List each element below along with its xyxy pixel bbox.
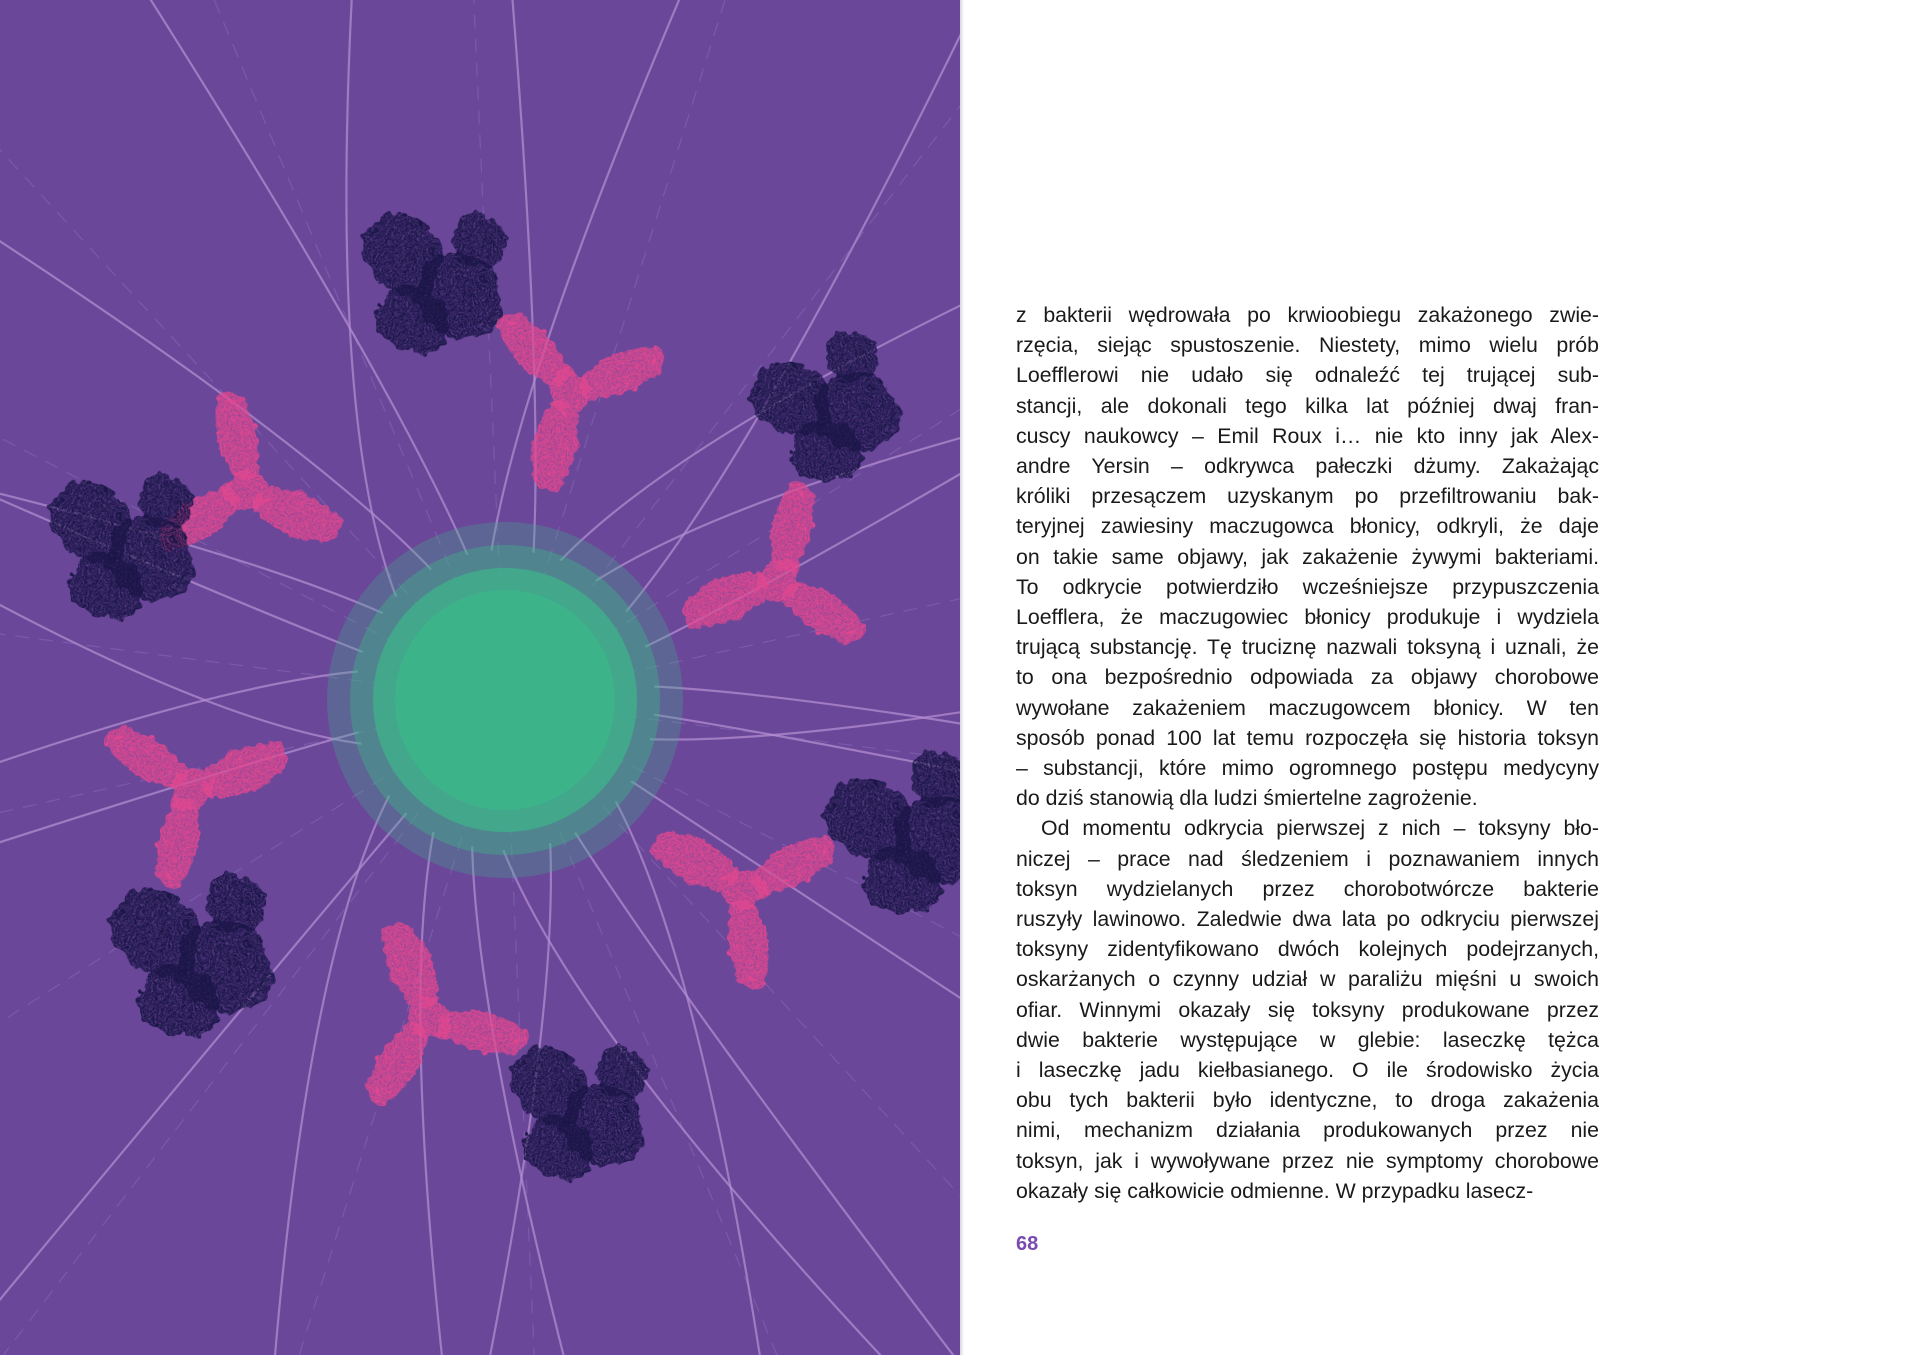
antibody-stem: [374, 916, 446, 1016]
antibody-stem-texture: [374, 916, 446, 1016]
body-text: [1016, 300, 1599, 1206]
toxin-domain-lobe: [593, 1114, 641, 1165]
bacterium-core: [327, 522, 683, 878]
antibody-arm-texture: [147, 795, 209, 892]
strand-line: [0, 813, 407, 1355]
text-line: Loefflerowi nie udało się odnaleźć tej trującej sub-: [1016, 363, 1599, 388]
antibody-arm-texture: [210, 388, 265, 484]
text-line: Loefflera, że maczugowiec błonicy produkuje i wydziela: [1016, 605, 1599, 630]
text-line: – substancji, które mimo ogromnego postępu medycyny: [1016, 756, 1599, 781]
antibody-arm: [724, 898, 772, 991]
toxin: [30, 464, 206, 625]
toxin-domain-lobe: [449, 284, 499, 338]
toxin-domain-texture: [207, 875, 265, 933]
antibody-stem: [195, 734, 295, 806]
antibody-arm: [761, 478, 823, 575]
antibody-arm-texture: [435, 1001, 532, 1063]
text-line: rzęcia, siejąc spustoszenie. Niestety, mimo wielu prób: [1016, 333, 1599, 358]
text-line: i laseczkę jadu kiełbasianego. O ile środowisko życia: [1016, 1058, 1599, 1083]
toxin: [99, 875, 278, 1036]
text-line: wywołane zakażeniem maczugowcem błonicy. W ten: [1016, 695, 1599, 720]
toxin-domain-texture: [908, 747, 960, 811]
page-number: 68: [1016, 1233, 1039, 1255]
antibody-stem-texture: [522, 397, 588, 495]
toxin-domain: [207, 875, 265, 933]
text-line: króliki przesączem uzyskanym po przefiltrowaniu bak-: [1016, 484, 1599, 509]
antibody: [651, 467, 880, 704]
text-line: on takie same objawy, jak zakażenie żywymi bakteriami.: [1016, 544, 1599, 569]
toxin: [730, 323, 917, 499]
text-line: to ona bezpośrednio odpowiada za objawy chorobowe: [1016, 665, 1599, 690]
text-line: oskarżanych o czynny udział w paraliżu mięśni u swoich: [1016, 967, 1599, 992]
paragraph-1: [1016, 300, 1599, 813]
antibody-arm: [147, 795, 209, 892]
text-line: ofiar. Winnymi okazały się toksyny produkowane przez: [1016, 997, 1599, 1022]
antibody-arm: [210, 388, 265, 484]
text-line: z bakterii wędrowała po krwioobiegu zakażonego zwie-: [1016, 303, 1599, 327]
antibody-arm: [435, 1001, 532, 1063]
text-line: trującą substancję. Tę truciznę nazwali toksyną i uznali, że: [1016, 635, 1599, 660]
text-line: do dziś stanowią dla ludzi śmiertelne zagrożenie.: [1016, 786, 1478, 811]
text-line: nimi, mechanizm działania produkowanych przez nie: [1016, 1118, 1599, 1143]
antibody-stem-texture: [195, 734, 295, 806]
text-line: obu tych bakterii było identyczne, to droga zakażenia: [1016, 1088, 1599, 1113]
text-page: [964, 0, 1920, 1355]
text-line: stancji, ale dokonali tego kilka lat później dwaj fran-: [1016, 393, 1599, 418]
toxin: [805, 745, 960, 926]
text-line: toksyn, jak i wywoływane przez nie symptomy chorobowe: [1016, 1148, 1599, 1173]
antibody-stem: [676, 564, 776, 636]
antibody-stem-texture: [676, 564, 776, 636]
core-center: [395, 590, 615, 810]
toxin-domain: [908, 747, 960, 811]
toxin-domain-lobe: [229, 895, 264, 932]
text-line: dwie bakterie występujące w glebie: laseczkę tężca: [1016, 1027, 1599, 1052]
paragraph-2: [1016, 813, 1599, 1206]
toxin-domain-texture: [138, 967, 219, 1036]
strand-line: [560, 139, 960, 561]
text-line: toksyn wydzielanych przez chorobotwórcze bakterie: [1016, 876, 1599, 901]
text-line: cuscy naukowcy – Emil Roux i… nie kto inny jak Alex-: [1016, 423, 1599, 448]
text-line: andre Yersin – odkrywca pałeczki dżumy. Zakażając: [1016, 454, 1599, 479]
toxin-domain-lobe: [169, 991, 217, 1035]
toxin-domain: [138, 967, 219, 1036]
antibody-arm-texture: [724, 898, 772, 991]
text-line: okazały się całkowicie odmienne. W przypadku lasecz-: [1016, 1178, 1534, 1203]
text-line: To odkrycie potwierdziło wcześniejsze przypuszczenia: [1016, 574, 1599, 599]
text-line: niczej – prace nad śledzeniem i poznawaniem innych: [1016, 846, 1599, 871]
toxin: [335, 193, 522, 366]
text-line: sposób ponad 100 lat temu rozpoczęła się historia toksyn: [1016, 725, 1599, 750]
antibody-arm-texture: [761, 478, 823, 575]
antibody-stem: [522, 397, 588, 495]
text-line: ruszyły lawinowo. Zaledwie dwa lata po odkryciu pierwszej: [1016, 907, 1599, 932]
text-line: teryjnej zawiesiny maczugowca błonicy, odkryli, że daje: [1016, 514, 1599, 539]
text-line: Od momentu odkrycia pierwszej z nich – toksyny bło-: [1041, 816, 1599, 841]
text-line: toksyny zidentyfikowano dwóch kolejnych podejrzanych,: [1016, 937, 1599, 962]
